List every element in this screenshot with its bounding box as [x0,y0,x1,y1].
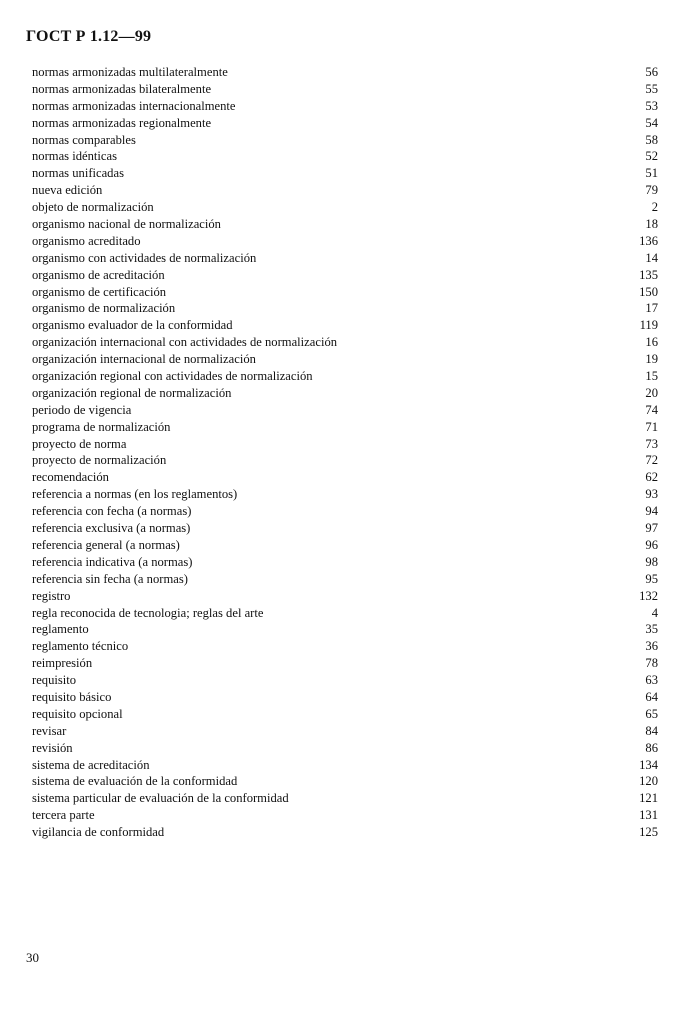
index-term: organismo nacional de normalización [32,217,221,232]
index-number: 36 [645,639,658,654]
index-number: 63 [645,673,658,688]
index-term: organización regional de normalización [32,385,232,400]
index-number: 52 [645,149,658,164]
index-entry [32,807,658,824]
index-term: referencia con fecha (a normas) [32,504,192,519]
index-term: organización internacional con actividades de normalización [32,335,338,350]
index-number: 125 [639,825,658,840]
index-number: 58 [645,132,658,147]
index-number: 84 [645,723,658,738]
index-term: revisión [32,740,73,755]
index-entry [32,571,658,588]
index-number: 18 [645,217,658,232]
index-entry [32,503,658,520]
document-header: ГОСТ Р 1.12—99 [26,28,152,45]
index-term: organismo con actividades de normalización [32,250,257,265]
index-number: 14 [645,250,658,265]
index-entry [32,267,658,284]
index-entry [32,554,658,571]
index-number: 35 [645,622,658,637]
index-number: 120 [639,774,658,789]
index-number: 15 [645,369,658,384]
index-term: organismo de normalización [32,301,176,316]
index-entry [32,81,658,98]
index-term: organización regional con actividades de normalización [32,369,313,384]
index-entry [32,64,658,81]
index-entry [32,689,658,706]
index-entry [32,115,658,132]
index-term: periodo de vigencia [32,402,132,417]
index-number: 119 [639,318,658,333]
index-number: 79 [645,183,658,198]
index-term: organismo acreditado [32,233,141,248]
index-number: 97 [645,521,658,536]
index-term: normas armonizadas bilateralmente [32,81,212,96]
index-entry [32,452,658,469]
index-entry [32,706,658,723]
index-number: 64 [645,689,658,704]
index-entry [32,284,658,301]
index-term: requisito opcional [32,706,123,721]
index-entry [32,740,658,757]
index-term: sistema de acreditación [32,757,150,772]
index-entry [32,98,658,115]
index-number: 94 [645,504,658,519]
index-term: proyecto de norma [32,436,127,451]
index-number: 54 [645,115,658,130]
index-entry [32,317,658,334]
index-entry [32,520,658,537]
index-term: normas armonizadas internacionalmente [32,98,236,113]
index-entry [32,402,658,419]
index-term: regla reconocida de tecnologia; reglas del arte [32,605,264,620]
index-entry [32,300,658,317]
index-term: referencia a normas (en los reglamentos) [32,487,238,502]
index-number: 72 [645,453,658,468]
index-number: 55 [645,81,658,96]
index-entry [32,605,658,622]
index-number: 136 [639,233,658,248]
index-number: 71 [645,419,658,434]
index-entry [32,723,658,740]
index-number: 56 [645,65,658,79]
index-number: 98 [645,554,658,569]
index-term: referencia indicativa (a normas) [32,554,193,569]
index-term: reglamento [32,622,89,637]
index-number: 93 [645,487,658,502]
index-number: 86 [645,740,658,755]
index-entry [32,621,658,638]
index-number: 4 [651,605,658,620]
index-term: requisito básico [32,689,112,704]
index-entry [32,469,658,486]
index-entry [32,148,658,165]
index-entry [32,250,658,267]
index-number: 20 [645,385,658,400]
index-number: 135 [639,267,658,282]
index-entry [32,824,658,841]
index-number: 73 [645,436,658,451]
index-entry [32,385,658,402]
index-number: 53 [645,98,658,113]
index-term: sistema particular de evaluación de la conformidad [32,791,289,806]
index-number: 74 [645,402,658,417]
index-term: tercera parte [32,808,95,823]
index-entry [32,368,658,385]
index-term: nueva edición [32,183,103,198]
index-number: 134 [639,757,658,772]
index-term: recomendación [32,470,109,485]
index-entry [32,419,658,436]
index-entry [32,334,658,351]
index-term: programa de normalización [32,419,171,434]
index-number: 17 [645,301,658,316]
index-number: 95 [645,571,658,586]
index-entry [32,486,658,503]
index-number: 16 [645,335,658,350]
index-term: vigilancia de conformidad [32,825,165,840]
index-term: revisar [32,723,67,738]
index-term: referencia exclusiva (a normas) [32,521,191,536]
page-number: 30 [26,950,39,965]
index-term: reimpresión [32,656,93,671]
index-entry [32,655,658,672]
index-entry [32,182,658,199]
index-term: proyecto de normalización [32,453,167,468]
index-term: registro [32,588,71,603]
index-term: normas comparables [32,132,136,147]
index-entry [32,638,658,655]
index-list [32,64,658,841]
index-term: objeto de normalización [32,200,154,215]
index-number: 62 [645,470,658,485]
index-term: organismo de certificación [32,284,167,299]
index-term: organismo evaluador de la conformidad [32,318,233,333]
index-term: reglamento técnico [32,639,129,654]
index-term: normas unificadas [32,166,124,181]
index-term: referencia general (a normas) [32,537,180,552]
index-term: requisito [32,673,77,688]
index-entry [32,790,658,807]
index-entry [32,588,658,605]
index-entry [32,216,658,233]
index-entry [32,233,658,250]
index-term: normas armonizadas regionalmente [32,115,212,130]
index-number: 131 [639,808,658,823]
index-number: 121 [639,791,658,806]
index-number: 51 [645,166,658,181]
index-entry [32,757,658,774]
index-term: sistema de evaluación de la conformidad [32,774,238,789]
index-entry [32,132,658,149]
index-number: 65 [645,706,658,721]
index-entry [32,199,658,216]
index-term: normas idénticas [32,149,117,164]
index-term: normas armonizadas multilateralmente [32,65,228,79]
index-term: organización internacional de normalización [32,352,256,367]
index-entry [32,165,658,182]
index-number: 19 [645,352,658,367]
index-entry [32,672,658,689]
index-number: 78 [645,656,658,671]
index-term: organismo de acreditación [32,267,165,282]
index-entry [32,436,658,453]
index-number: 2 [651,200,658,215]
index-entry [32,773,658,790]
index-entry [32,351,658,368]
index-number: 96 [645,537,658,552]
index-number: 132 [639,588,658,603]
index-number: 150 [639,284,658,299]
index-term: referencia sin fecha (a normas) [32,571,188,586]
index-entry [32,537,658,554]
